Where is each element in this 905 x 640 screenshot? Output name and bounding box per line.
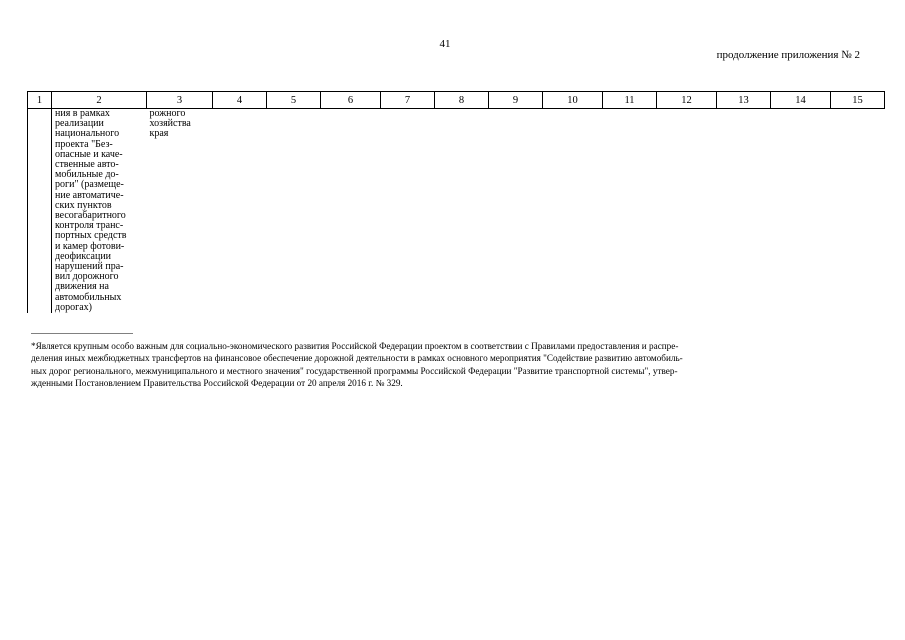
table-cell-empty <box>717 109 771 314</box>
column-header: 9 <box>489 92 543 109</box>
table-header-row <box>28 92 885 109</box>
table-cell-empty <box>831 109 885 314</box>
cell-text-description: ния в рамках реализации национального проекта "Без- опасные и каче- ственные авто- мобильные до- роги" (размеще- ние автоматиче- ских пунктов весогабаритного контроля транс- портных средств и камер фотови- деофиксации нарушений пра- вил дорожного движения на автомобильных дорогах) <box>55 108 127 313</box>
table-cell-empty <box>543 109 603 314</box>
table-cell-empty <box>657 109 717 314</box>
column-header: 3 <box>147 92 213 109</box>
column-header: 6 <box>321 92 381 109</box>
appendix-caption: продолжение приложения № 2 <box>716 49 860 61</box>
page-number: 41 <box>439 38 451 50</box>
column-header: 5 <box>267 92 321 109</box>
column-header: 14 <box>771 92 831 109</box>
table-row <box>28 109 885 314</box>
table-cell-description <box>52 109 147 314</box>
table-cell-empty <box>435 109 489 314</box>
column-header: 15 <box>831 92 885 109</box>
table-cell-empty <box>213 109 267 314</box>
column-header: 4 <box>213 92 267 109</box>
column-header: 7 <box>381 92 435 109</box>
table-cell-empty <box>321 109 381 314</box>
footnote-divider <box>31 333 133 334</box>
column-header: 10 <box>543 92 603 109</box>
footnote: *Является крупным особо важным для социально-экономического развития Российской Федерации проектом в соответствии с Правилами предоставления и распре- деления иных межбюджетных трансфертов на финансовое обеспечение дорожной деятельности в рамках основного мероприятия "Содействие развитию автомобиль- ных дорог регионального, межмуниципального и местного значения" государственной программы Российской Федерации "Развитие транспортной системы", утвер- жденными Постановлением Правительства Российской Федерации от 20 апреля 2016 г. № 329. <box>31 341 683 388</box>
column-header: 12 <box>657 92 717 109</box>
column-header: 2 <box>52 92 147 109</box>
table-cell-empty <box>28 109 52 314</box>
table-cell-empty <box>603 109 657 314</box>
column-header: 11 <box>603 92 657 109</box>
table-cell-empty <box>489 109 543 314</box>
table-cell-empty <box>771 109 831 314</box>
data-table <box>27 91 885 313</box>
column-header: 13 <box>717 92 771 109</box>
table-cell-empty <box>381 109 435 314</box>
table-cell-owner <box>147 109 213 314</box>
table-cell-empty <box>267 109 321 314</box>
cell-text-owner: рожного хозяйства края <box>149 108 191 140</box>
column-header: 8 <box>435 92 489 109</box>
column-header: 1 <box>28 92 52 109</box>
